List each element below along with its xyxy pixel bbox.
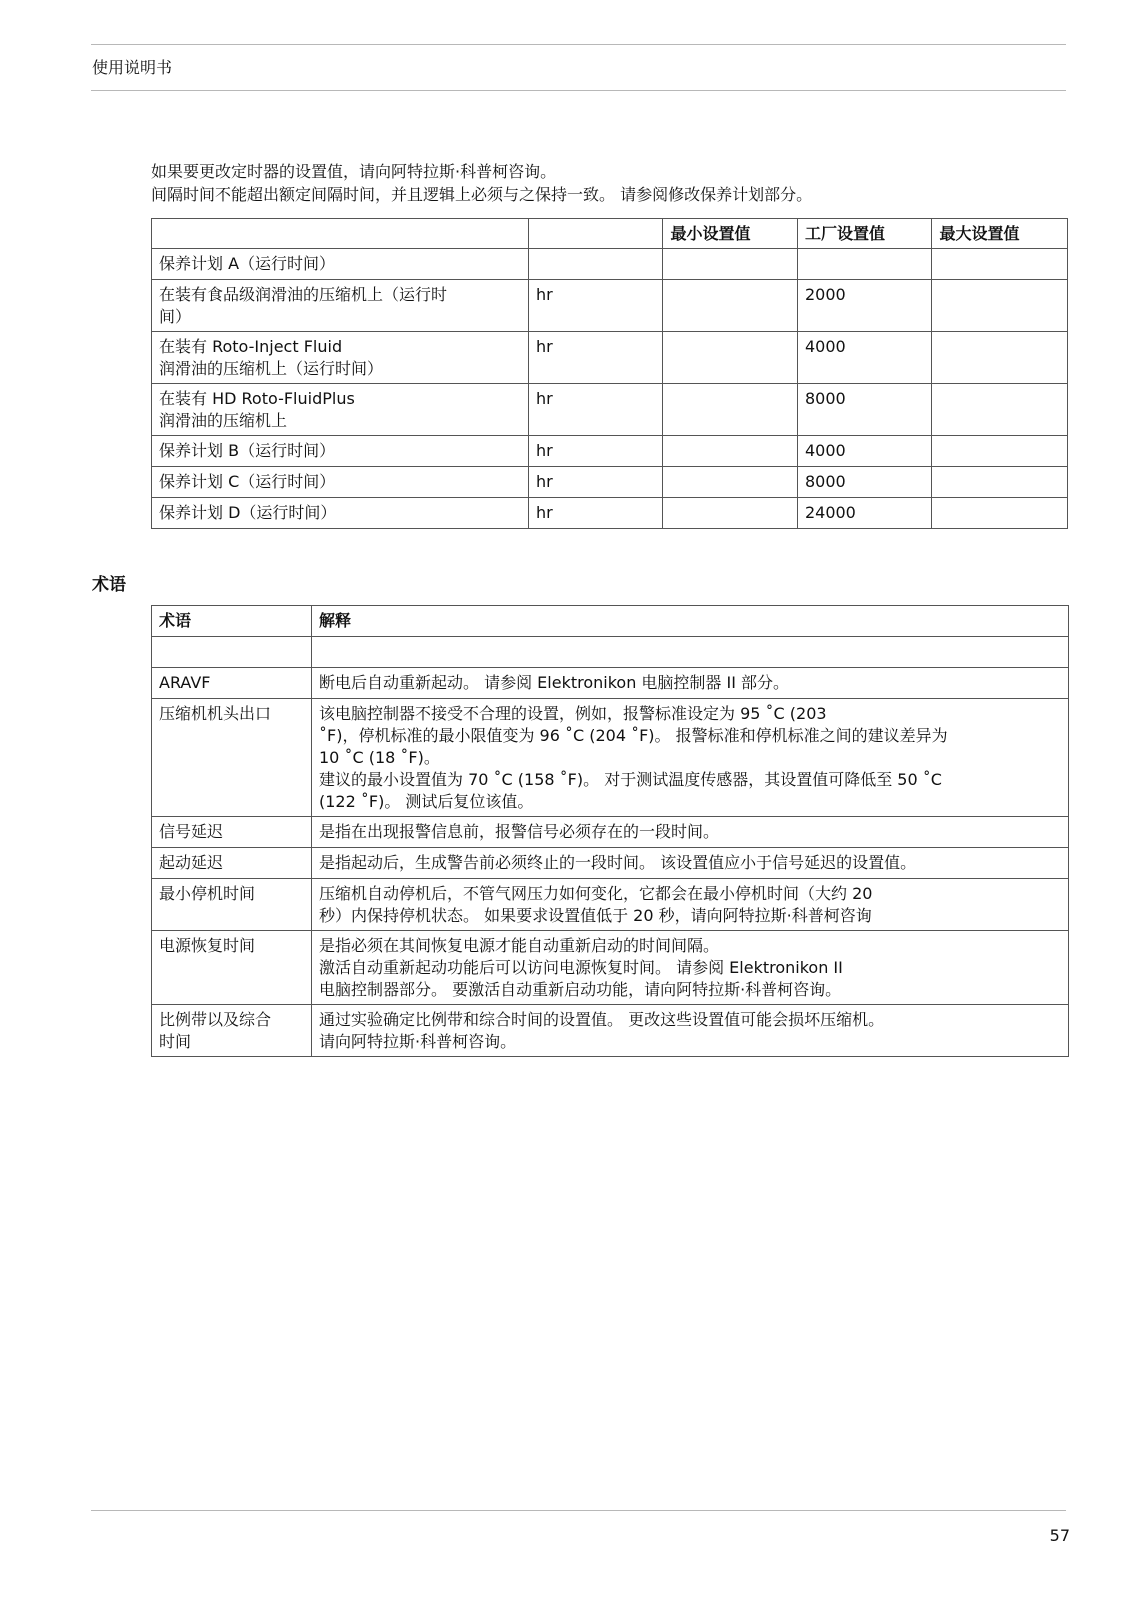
- setting-label: [152, 384, 529, 436]
- setting-label-line: 在装有 Roto-Inject Fluid: [159, 337, 343, 356]
- setting-label-line: 保养计划 C（运行时间）: [159, 472, 336, 491]
- setting-factory: 8000: [797, 467, 931, 498]
- setting-label: [152, 280, 529, 332]
- term-name: [152, 879, 312, 931]
- header-cell-min: 最小设置值: [663, 219, 797, 249]
- term-explanation-line: 建议的最小设置值为 70 ˚C (158 ˚F)。 对于测试温度传感器，其设置值可降低至 50 ˚C: [319, 770, 942, 789]
- setting-unit: hr: [528, 436, 662, 467]
- setting-label: [152, 332, 529, 384]
- setting-label-line: 保养计划 A（运行时间）: [159, 254, 336, 273]
- term-explanation: [312, 931, 1069, 1005]
- setting-factory: [797, 249, 931, 280]
- term-name-line: 压缩机机头出口: [159, 704, 272, 723]
- table-row: [152, 668, 1069, 699]
- terms-table: [151, 605, 1069, 1057]
- setting-label: [152, 249, 529, 280]
- table-row: [152, 699, 1069, 817]
- header-title: 使用说明书: [92, 58, 173, 77]
- table-row: [152, 848, 1069, 879]
- setting-factory: 24000: [797, 498, 931, 529]
- setting-unit: hr: [528, 467, 662, 498]
- header-cell-factory: 工厂设置值: [797, 219, 931, 249]
- setting-max: [932, 384, 1068, 436]
- term-name-line: 时间: [159, 1032, 192, 1051]
- setting-min: [663, 332, 797, 384]
- table-row: [152, 280, 1068, 332]
- term-explanation-line: 压缩机自动停机后，不管气网压力如何变化，它都会在最小停机时间（大约 20: [319, 884, 873, 903]
- header-cell-term: 术语: [152, 606, 312, 637]
- setting-factory: 2000: [797, 280, 931, 332]
- intro-text: [151, 160, 812, 206]
- term-name-line: ARAVF: [159, 673, 211, 692]
- footer-rule: [91, 1510, 1066, 1511]
- term-name-line: 信号延迟: [159, 822, 224, 841]
- header-cell-explanation: 解释: [312, 606, 1069, 637]
- setting-label: [152, 436, 529, 467]
- setting-label-line: 保养计划 D（运行时间）: [159, 503, 337, 522]
- table-row: [152, 637, 1069, 668]
- section-heading-terms: 术语: [92, 575, 126, 595]
- setting-unit: hr: [528, 498, 662, 529]
- setting-max: [932, 332, 1068, 384]
- table-row: [152, 332, 1068, 384]
- setting-unit: hr: [528, 384, 662, 436]
- page-number: 57: [1049, 1526, 1070, 1545]
- setting-max: [932, 467, 1068, 498]
- setting-min: [663, 384, 797, 436]
- table-row: [152, 879, 1069, 931]
- setting-min: [663, 436, 797, 467]
- term-explanation-line: 该电脑控制器不接受不合理的设置，例如，报警标准设定为 95 ˚C (203: [319, 704, 827, 723]
- term-name: [152, 817, 312, 848]
- setting-label-line: 保养计划 B（运行时间）: [159, 441, 336, 460]
- table-row: [152, 467, 1068, 498]
- term-name-line: 电源恢复时间: [159, 936, 256, 955]
- term-explanation: [312, 879, 1069, 931]
- setting-label-line: 在装有食品级润滑油的压缩机上（运行时: [159, 285, 448, 304]
- term-explanation-line: 是指必须在其间恢复电源才能自动重新启动的时间间隔。: [319, 936, 720, 955]
- settings-header-row: [152, 219, 1068, 249]
- table-row: [152, 498, 1068, 529]
- setting-label-line: 润滑油的压缩机上（运行时间）: [159, 359, 384, 378]
- term-name: [152, 668, 312, 699]
- term-explanation-line: 10 ˚C (18 ˚F)。: [319, 748, 440, 767]
- setting-label: [152, 498, 529, 529]
- term-name: [152, 637, 312, 668]
- intro-line: 间隔时间不能超出额定间隔时间，并且逻辑上必须与之保持一致。 请参阅修改保养计划部分。: [151, 185, 813, 204]
- term-explanation-line: ˚F)，停机标准的最小限值变为 96 ˚C (204 ˚F)。 报警标准和停机标准之间的建议差异为: [319, 726, 948, 745]
- term-explanation: [312, 817, 1069, 848]
- header-bottom-rule: [91, 90, 1066, 91]
- term-name: [152, 699, 312, 817]
- setting-label: [152, 467, 529, 498]
- table-row: [152, 384, 1068, 436]
- term-explanation-line: (122 ˚F)。 测试后复位该值。: [319, 792, 534, 811]
- term-explanation: [312, 668, 1069, 699]
- term-explanation-line: 秒）内保持停机状态。 如果要求设置值低于 20 秒，请向阿特拉斯·科普柯咨询: [319, 906, 872, 925]
- term-explanation: [312, 1005, 1069, 1057]
- setting-unit: [528, 249, 662, 280]
- setting-min: [663, 498, 797, 529]
- table-row: [152, 817, 1069, 848]
- term-name: [152, 931, 312, 1005]
- setting-factory: 8000: [797, 384, 931, 436]
- header-cell: [152, 219, 529, 249]
- setting-label-line: 在装有 HD Roto-FluidPlus: [159, 389, 355, 408]
- table-row: [152, 249, 1068, 280]
- header-top-rule: [91, 44, 1066, 45]
- setting-unit: hr: [528, 280, 662, 332]
- table-row: [152, 931, 1069, 1005]
- setting-max: [932, 280, 1068, 332]
- term-explanation-line: 电脑控制器部分。 要激活自动重新启动功能，请向阿特拉斯·科普柯咨询。: [319, 980, 842, 999]
- setting-label-line: 润滑油的压缩机上: [159, 411, 288, 430]
- setting-max: [932, 498, 1068, 529]
- settings-table: [151, 218, 1068, 529]
- setting-factory: 4000: [797, 332, 931, 384]
- setting-max: [932, 249, 1068, 280]
- term-explanation: [312, 637, 1069, 668]
- intro-line: 如果要更改定时器的设置值，请向阿特拉斯·科普柯咨询。: [151, 162, 557, 181]
- term-explanation-line: 激活自动重新起动功能后可以访问电源恢复时间。 请参阅 Elektronikon II: [319, 958, 843, 977]
- setting-min: [663, 249, 797, 280]
- term-name: [152, 848, 312, 879]
- header-cell-max: 最大设置值: [932, 219, 1068, 249]
- setting-factory: 4000: [797, 436, 931, 467]
- setting-label-line: 间）: [159, 307, 192, 326]
- term-explanation-line: 是指在出现报警信息前，报警信号必须存在的一段时间。: [319, 822, 720, 841]
- table-row: [152, 436, 1068, 467]
- term-explanation-line: 断电后自动重新起动。 请参阅 Elektronikon 电脑控制器 II 部分。: [319, 673, 790, 692]
- term-name-line: 比例带以及综合: [159, 1010, 272, 1029]
- term-name-line: 起动延迟: [159, 853, 224, 872]
- term-name-line: 最小停机时间: [159, 884, 256, 903]
- term-explanation: [312, 848, 1069, 879]
- setting-min: [663, 280, 797, 332]
- header-cell: [528, 219, 662, 249]
- term-name: [152, 1005, 312, 1057]
- table-row: [152, 1005, 1069, 1057]
- terms-header-row: [152, 606, 1069, 637]
- setting-max: [932, 436, 1068, 467]
- term-explanation-line: 通过实验确定比例带和综合时间的设置值。 更改这些设置值可能会损坏压缩机。: [319, 1010, 885, 1029]
- setting-min: [663, 467, 797, 498]
- setting-unit: hr: [528, 332, 662, 384]
- term-explanation-line: 请向阿特拉斯·科普柯咨询。: [319, 1032, 517, 1051]
- term-explanation-line: 是指起动后，生成警告前必须终止的一段时间。 该设置值应小于信号延迟的设置值。: [319, 853, 917, 872]
- term-explanation: [312, 699, 1069, 817]
